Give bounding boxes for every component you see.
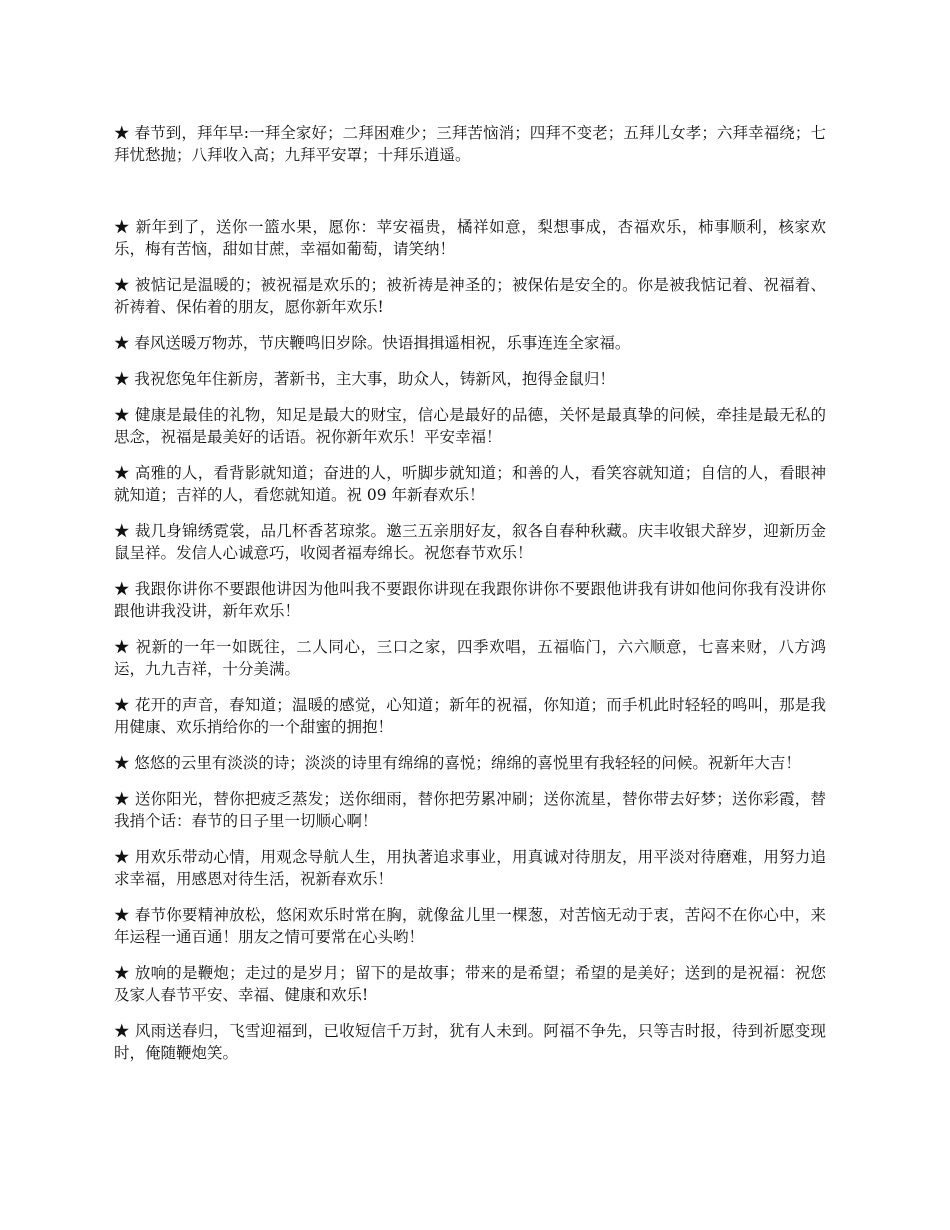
greeting-paragraph: ★ 健康是最佳的礼物，知足是最大的财宝，信心是最好的品德，关怀是最真挚的问候，牵挂是最无私的思念，祝福是最美好的话语。祝你新年欢乐！平安幸福！ (114, 406, 826, 446)
greeting-paragraph: ★ 春风送暖万物苏，节庆鞭鸣旧岁除。快语揖揖遥相祝，乐事连连全家福。 (114, 334, 631, 352)
greeting-paragraph: ★ 我跟你讲你不要跟他讲因为他叫我不要跟你讲现在我跟你讲你不要跟他讲我有讲如他问你我有没讲你跟他讲我没讲，新年欢乐！ (114, 580, 826, 620)
greeting-paragraph: ★ 新年到了，送你一篮水果，愿你：苹安福贵，橘祥如意，梨想事成，杏福欢乐，柿事顺利，核家欢乐，梅有苦恼，甜如甘蔗，幸福如葡萄，请笑纳！ (114, 218, 826, 258)
greeting-paragraph: ★ 春节你要精神放松，悠闲欢乐时常在胸，就像盆儿里一棵葱，对苦恼无动于衷，苦闷不在你心中，来年运程一通百通！朋友之情可要常在心头哟！ (114, 906, 826, 946)
greeting-paragraph: ★ 放响的是鞭炮；走过的是岁月；留下的是故事；带来的是希望；希望的是美好；送到的是祝福：祝您及家人春节平安、幸福、健康和欢乐! (114, 964, 826, 1004)
greeting-paragraph: ★ 祝新的一年一如既往，二人同心，三口之家，四季欢唱，五福临门，六六顺意，七喜来财，八方鸿运，九九吉祥，十分美满。 (114, 638, 826, 678)
greeting-paragraph: ★ 用欢乐带动心情，用观念导航人生，用执著追求事业，用真诚对待朋友，用平淡对待磨难，用努力追求幸福，用感恩对待生活，祝新春欢乐！ (114, 848, 826, 888)
greeting-paragraph: ★ 春节到，拜年早:一拜全家好；二拜困难少；三拜苦恼消；四拜不变老；五拜儿女孝；六拜幸福绕；七拜忧愁抛；八拜收入高；九拜平安罩；十拜乐逍遥。 (114, 124, 826, 164)
greeting-paragraph: ★ 风雨送春归，飞雪迎福到，已收短信千万封，犹有人未到。阿福不争先，只等吉时报，待到祈愿变现时，俺随鞭炮笑。 (114, 1022, 826, 1062)
greeting-paragraph: ★ 花开的声音，春知道；温暖的感觉，心知道；新年的祝福，你知道；而手机此时轻轻的鸣叫，那是我用健康、欢乐捎给你的一个甜蜜的拥抱！ (114, 696, 826, 736)
greeting-paragraph: ★ 我祝您兔年住新房，著新书，主大事，助众人，铸新风，抱得金鼠归！ (114, 370, 615, 388)
greeting-paragraph: ★ 被惦记是温暖的；被祝福是欢乐的；被祈祷是神圣的；被保佑是安全的。你是被我惦记着、祝福着、祈祷着、保佑着的朋友，愿你新年欢乐! (114, 276, 826, 316)
document-body (114, 122, 826, 1078)
greeting-paragraph: ★ 悠悠的云里有淡淡的诗；淡淡的诗里有绵绵的喜悦；绵绵的喜悦里有我轻轻的问候。祝新年大吉！ (114, 754, 801, 772)
greeting-paragraph: ★ 裁几身锦绣霓裳，品几杯香茗琼浆。邀三五亲朋好友，叙各自春种秋藏。庆丰收银犬辞岁，迎新历金鼠呈祥。发信人心诚意巧，收阅者福寿绵长。祝您春节欢乐！ (114, 522, 826, 562)
greeting-paragraph: ★ 送你阳光，替你把疲乏蒸发；送你细雨，替你把劳累冲刷；送你流星，替你带去好梦；送你彩霞，替我捎个话：春节的日子里一切顺心啊！ (114, 790, 826, 830)
greeting-paragraph: ★ 高雅的人，看背影就知道；奋进的人，听脚步就知道；和善的人，看笑容就知道；自信的人，看眼神就知道；吉祥的人，看您就知道。祝 09 年新春欢乐！ (114, 464, 826, 504)
